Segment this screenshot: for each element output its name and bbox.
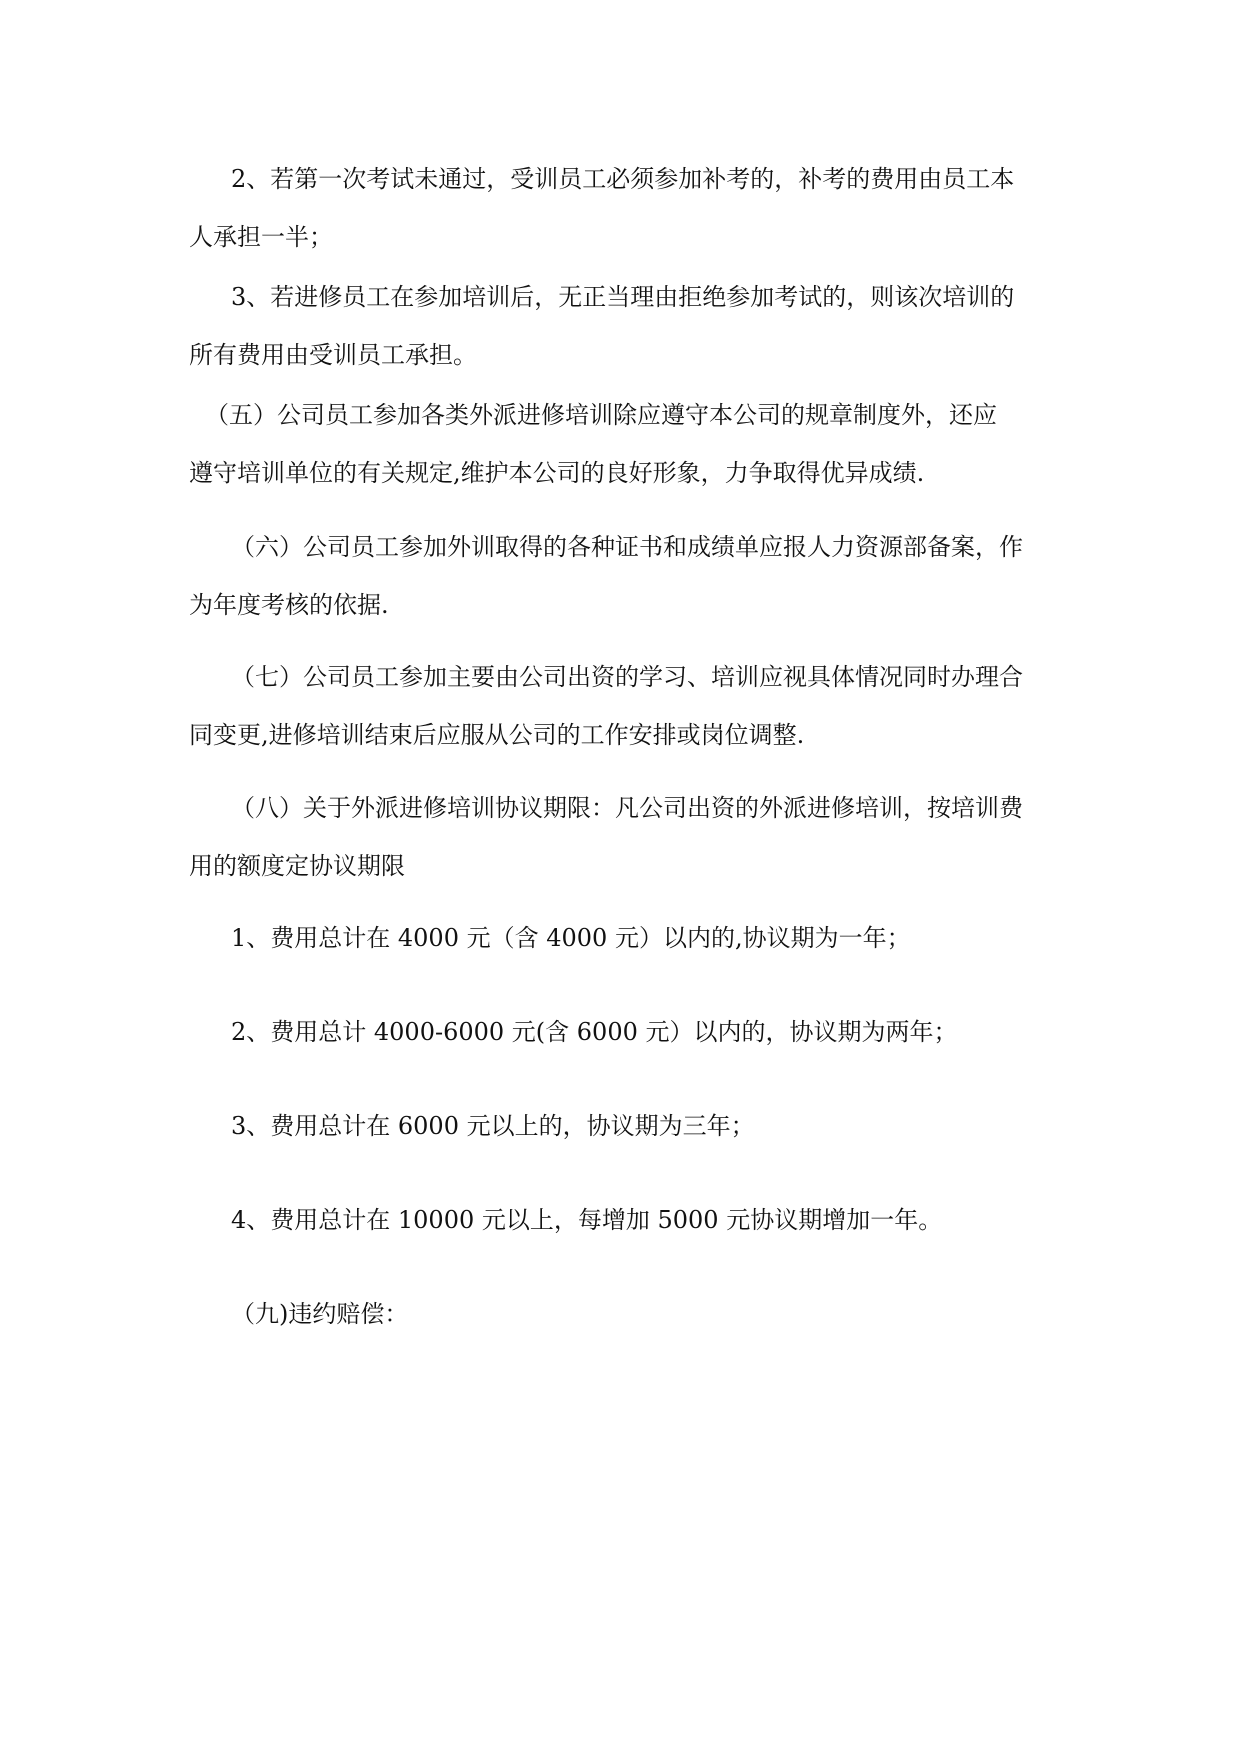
paragraph-exam-refusal — [189, 268, 1059, 384]
paragraph-section-7 — [189, 648, 1059, 764]
paragraph-line: 3、若进修员工在参加培训后，无正当理由拒绝参加考试的，则该次培训的 — [231, 283, 1015, 311]
paragraph-section-5 — [189, 386, 1059, 502]
list-item-term-1: 1、费用总计在 4000 元（含 4000 元）以内的,协议期为一年； — [231, 924, 911, 952]
paragraph-line: 人承担一半； — [189, 223, 333, 251]
list-item-term-4: 4、费用总计在 10000 元以上，每增加 5000 元协议期增加一年。 — [231, 1206, 943, 1234]
paragraph-line: 同变更,进修培训结束后应服从公司的工作安排或岗位调整. — [189, 721, 805, 749]
paragraph-line: 所有费用由受训员工承担。 — [189, 341, 477, 369]
paragraph-line: （六）公司员工参加外训取得的各种证书和成绩单应报人力资源部备案，作 — [231, 533, 1023, 561]
paragraph-line: 为年度考核的依据. — [189, 591, 389, 619]
paragraph-section-6 — [189, 518, 1059, 634]
list-item-term-2: 2、费用总计 4000-6000 元(含 6000 元）以内的，协议期为两年； — [231, 1018, 958, 1046]
paragraph-section-9: （九)违约赔偿： — [231, 1300, 409, 1328]
paragraph-exam-retake — [189, 150, 1059, 266]
paragraph-line: （七）公司员工参加主要由公司出资的学习、培训应视具体情况同时办理合 — [231, 663, 1023, 691]
paragraph-line: 用的额度定协议期限 — [189, 852, 405, 880]
paragraph-section-8 — [189, 779, 1059, 895]
paragraph-line: （五）公司员工参加各类外派进修培训除应遵守本公司的规章制度外，还应 — [205, 401, 997, 429]
paragraph-line: 2、若第一次考试未通过，受训员工必须参加补考的，补考的费用由员工本 — [231, 165, 1015, 193]
paragraph-line: 遵守培训单位的有关规定,维护本公司的良好形象，力争取得优异成绩. — [189, 459, 925, 487]
list-item-term-3: 3、费用总计在 6000 元以上的，协议期为三年； — [231, 1112, 755, 1140]
paragraph-line: （八）关于外派进修培训协议期限：凡公司出资的外派进修培训，按培训费 — [231, 794, 1023, 822]
